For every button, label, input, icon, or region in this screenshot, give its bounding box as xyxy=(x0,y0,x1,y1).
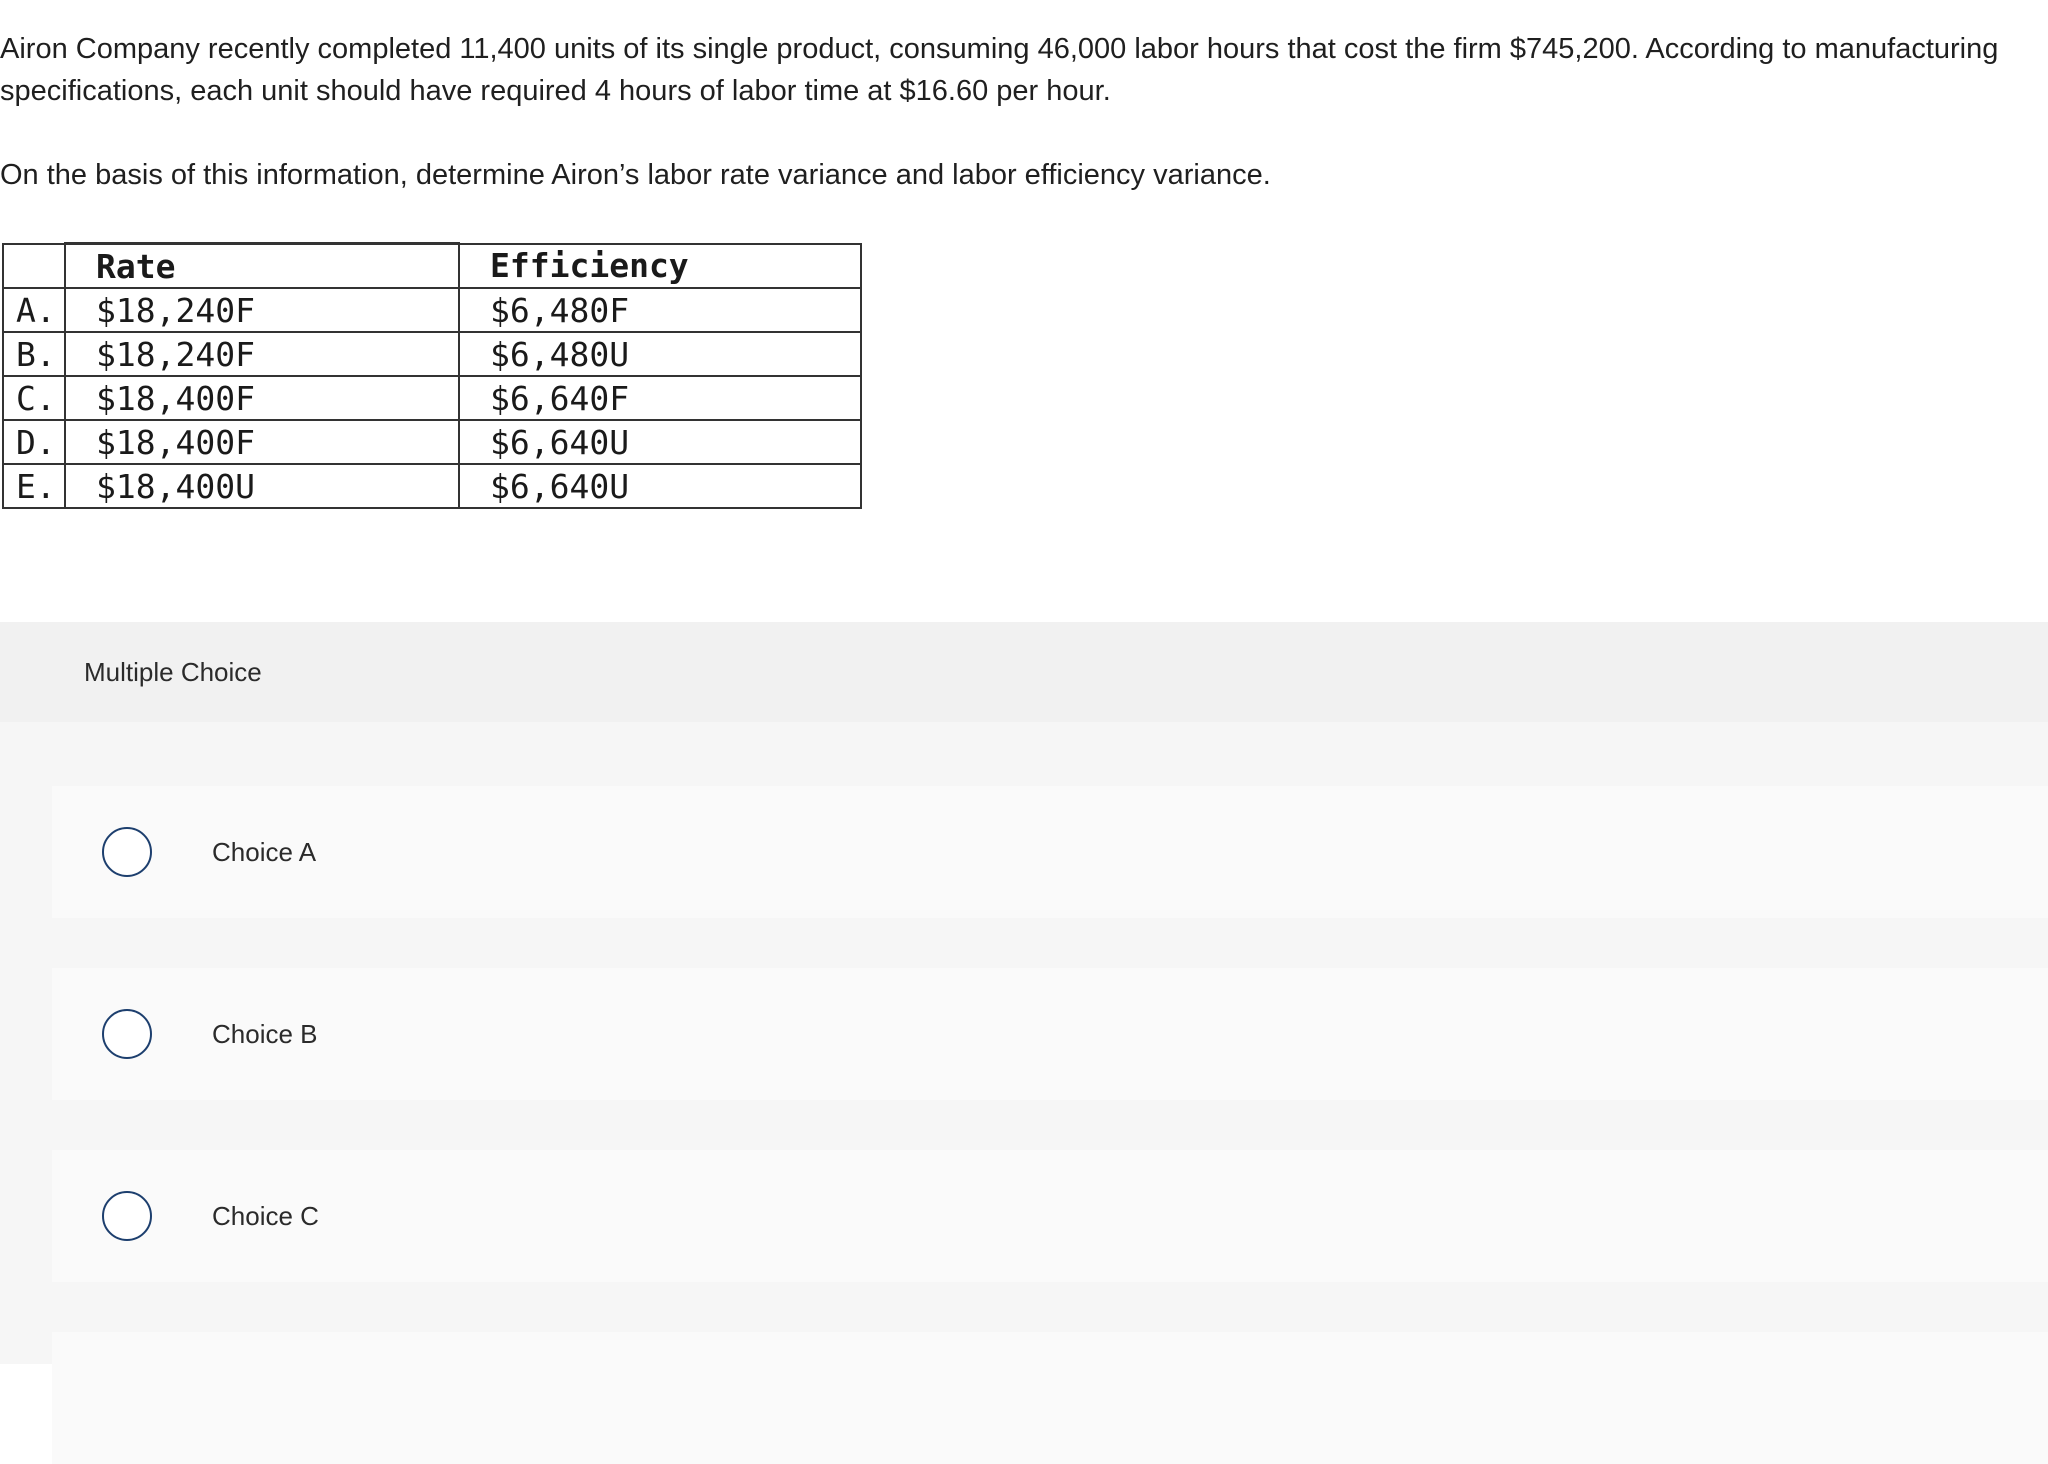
row-letter: C. xyxy=(3,376,65,420)
header-rate: Rate xyxy=(65,244,459,289)
radio-button-icon[interactable] xyxy=(102,1009,152,1059)
row-efficiency: $6,480F xyxy=(459,288,861,332)
row-rate: $18,400F xyxy=(65,376,459,420)
choice-b-option[interactable] xyxy=(52,968,2048,1100)
answer-options-table xyxy=(2,242,862,509)
row-letter: A. xyxy=(3,288,65,332)
table-row xyxy=(3,332,861,376)
multiple-choice-header: Multiple Choice xyxy=(0,622,2048,722)
choice-c-option[interactable] xyxy=(52,1150,2048,1282)
row-efficiency: $6,640U xyxy=(459,464,861,508)
row-rate: $18,240F xyxy=(65,288,459,332)
table-header-row xyxy=(3,244,861,289)
choice-label[interactable]: Choice A xyxy=(212,836,317,867)
row-letter: B. xyxy=(3,332,65,376)
radio-button-icon[interactable] xyxy=(102,1191,152,1241)
row-efficiency: $6,640F xyxy=(459,376,861,420)
question-paragraph-1: Airon Company recently completed 11,400 units of its single product, consuming 46,000 labor hours that cost the firm $745,200. According to manufacturing specifications, each unit should have required 4 hours of labor time at $16.60 per hour. xyxy=(0,33,1999,107)
multiple-choice-section xyxy=(0,622,2048,1364)
question-paragraph-2: On the basis of this information, determine Airon’s labor rate variance and labor efficiency variance. xyxy=(0,159,1271,191)
choice-a-option[interactable] xyxy=(52,786,2048,918)
choice-d-option-partial[interactable] xyxy=(52,1332,2048,1464)
radio-button-icon[interactable] xyxy=(102,827,152,877)
table-row xyxy=(3,288,861,332)
row-letter: D. xyxy=(3,420,65,464)
table-row xyxy=(3,420,861,464)
table-row xyxy=(3,376,861,420)
header-efficiency: Efficiency xyxy=(459,244,861,289)
row-efficiency: $6,640U xyxy=(459,420,861,464)
row-letter: E. xyxy=(3,464,65,508)
choice-label[interactable]: Choice C xyxy=(212,1200,319,1231)
row-rate: $18,400F xyxy=(65,420,459,464)
choice-label[interactable]: Choice B xyxy=(212,1018,318,1049)
row-efficiency: $6,480U xyxy=(459,332,861,376)
row-rate: $18,240F xyxy=(65,332,459,376)
question-text xyxy=(0,28,2020,196)
table-row xyxy=(3,464,861,508)
row-rate: $18,400U xyxy=(65,464,459,508)
header-letter xyxy=(3,244,65,289)
